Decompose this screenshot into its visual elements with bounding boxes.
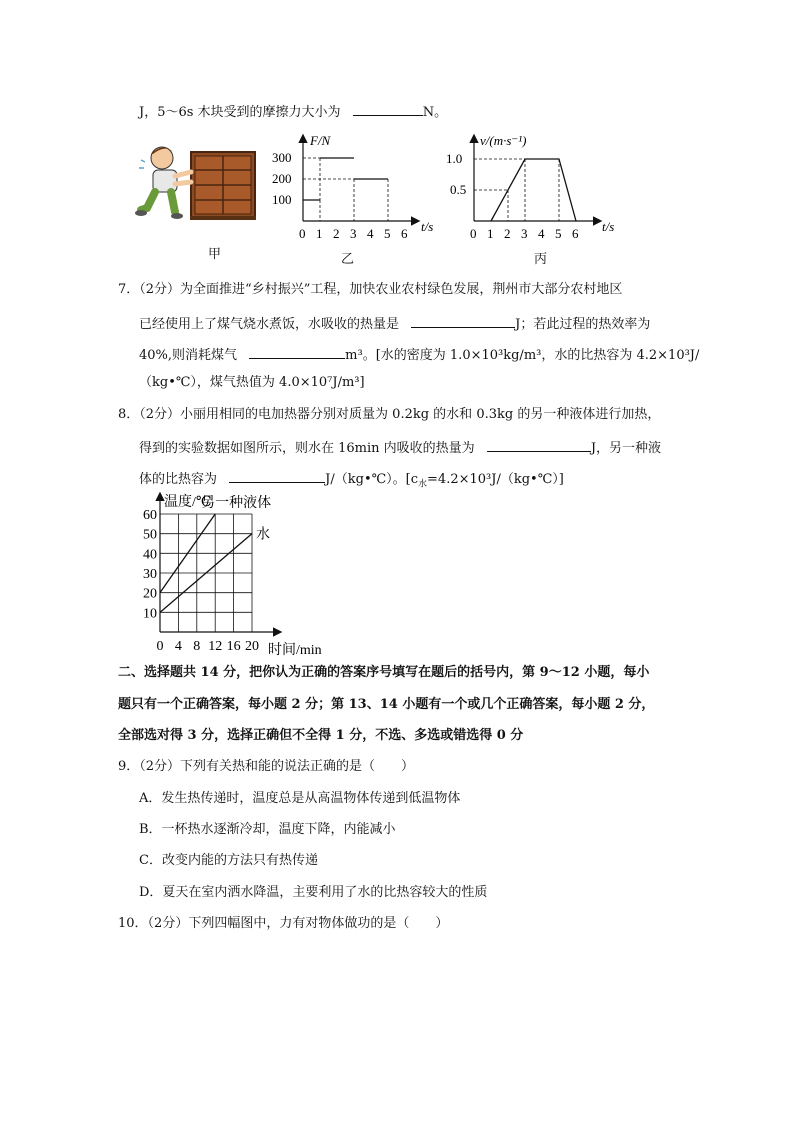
svg-text:6: 6 [572, 226, 579, 241]
chart-x-tick-label: 12 [208, 639, 223, 654]
q7-answer-blank-1[interactable] [411, 313, 515, 328]
q9-option-d[interactable]: D．夏天在室内洒水降温，主要利用了水的比热容较大的性质 [139, 885, 488, 900]
section2-line2: 题只有一个正确答案，每小题 2 分；第 13、14 小题有一个或几个正确答案，每小题 2 分， [118, 697, 655, 712]
q8-answer-blank-2[interactable] [229, 468, 325, 483]
svg-text:4: 4 [367, 226, 374, 241]
svg-text:1: 1 [487, 226, 494, 241]
chart-y-tick-label: 10 [143, 606, 157, 622]
chart-x-tick-label: 16 [226, 639, 241, 654]
chart-y-tick-label: 40 [143, 547, 157, 563]
q8-line1: 8．（2分）小丽用相同的电加热器分别对质量为 0.2kg 的水和 0.3kg 的另一种液体进行加热， [118, 407, 661, 422]
chart-x-tick-label: 8 [193, 639, 201, 654]
q9-option-a[interactable]: A．发生热传递时，温度总是从高温物体传递到低温物体 [139, 791, 461, 806]
svg-text:6: 6 [401, 226, 408, 241]
svg-text:2: 2 [333, 226, 340, 241]
q9-option-b[interactable]: B．一杯热水逐渐冷却，温度下降，内能减小 [139, 822, 396, 837]
chart-x-label: 时间/min [268, 643, 322, 658]
chart-y-label: 温度/℃ [164, 495, 212, 510]
q7-line3: 40%,则消耗煤气 m³。[水的密度为 1.0×10³kg/m³，水的比热容为 4.2×10³J/ [139, 344, 699, 365]
section2-line3: 全部选对得 3 分，选择正确但不全得 1 分，不选、多选或错选得 0 分 [118, 728, 524, 743]
fig-bing-chart [440, 128, 630, 246]
chart-x-tick-label: 4 [174, 639, 182, 654]
fig-bing-caption: 丙 [534, 252, 548, 267]
fig-bing-velocity-line [491, 159, 576, 221]
svg-text:5: 5 [555, 226, 562, 241]
svg-text:2: 2 [504, 226, 511, 241]
chart-y-tick-label: 60 [143, 508, 157, 523]
svg-text:1: 1 [316, 226, 323, 241]
svg-text:3: 3 [521, 226, 528, 241]
q8-line3: 体的比热容为 J/（kg•℃）。$[c_水=4.2\times 10^3J/(kg•℃)]$ [139, 468, 564, 494]
q9-stem: 9．（2分）下列有关热和能的说法正确的是（ ） [118, 759, 415, 774]
svg-text:v/(m·s⁻¹): v/(m·s⁻¹) [480, 133, 527, 148]
svg-text:100: 100 [272, 192, 292, 207]
chart-series-label-0: 另一种液体 [201, 496, 272, 511]
svg-text:t/s: t/s [602, 219, 615, 234]
svg-text:300: 300 [272, 150, 292, 165]
chart-y-tick-label: 30 [143, 567, 157, 582]
svg-text:5: 5 [384, 226, 391, 241]
svg-text:0: 0 [470, 226, 477, 241]
q6-answer-blank[interactable] [353, 101, 423, 116]
chart-y-tick-label: 20 [143, 586, 157, 602]
temperature-time-chart [130, 492, 370, 660]
svg-text:0.5: 0.5 [450, 182, 467, 197]
q8-line2: 得到的实验数据如图所示，则水在 16min 内吸收的热量为 J，另一种液 [139, 437, 661, 458]
svg-text:0: 0 [299, 226, 306, 241]
chart-series-label-1: 水 [256, 527, 270, 543]
fig-yi-ylabel: F/N [310, 133, 331, 148]
q9-option-c[interactable]: C．改变内能的方法只有热传递 [139, 853, 318, 868]
q7-line4: （kg•℃），煤气热值为 4.0×10⁷J/m³] [139, 375, 365, 390]
svg-text:3: 3 [350, 226, 357, 241]
fig-yi-caption: 乙 [341, 252, 355, 267]
fig-yi-xlabel: t/s [421, 219, 434, 234]
q7-line2: 已经使用上了煤气烧水煮饭，水吸收的热量是 J；若此过程的热效率为 [139, 313, 650, 334]
fig-jia-caption: 甲 [208, 247, 222, 262]
fig-yi-chart [272, 128, 450, 246]
q8-answer-blank-1[interactable] [487, 437, 591, 452]
chart-x-tick-label: 0 [156, 639, 164, 654]
fig-jia-illustration [135, 140, 260, 225]
q10-stem: 10．（2分）下列四幅图中，力有对物体做功的是（ ） [118, 916, 449, 931]
chart-y-tick-label: 50 [143, 527, 157, 543]
chart-x-tick-label: 20 [245, 639, 259, 654]
svg-text:1.0: 1.0 [446, 151, 463, 166]
q7-line1: 7．（2分）为全面推进“乡村振兴”工程，加快农业农村绿色发展，荆州市大部分农村地区 [118, 282, 623, 297]
q6-line: J，5～6s 木块受到的摩擦力大小为 N。 [139, 101, 447, 122]
q7-answer-blank-2[interactable] [249, 344, 345, 359]
section2-line1: 二、选择题共 14 分，把你认为正确的答案序号填写在题后的括号内，第 9～12 小题，每小 [118, 665, 650, 680]
svg-text:200: 200 [272, 171, 292, 186]
svg-text:4: 4 [538, 226, 545, 241]
